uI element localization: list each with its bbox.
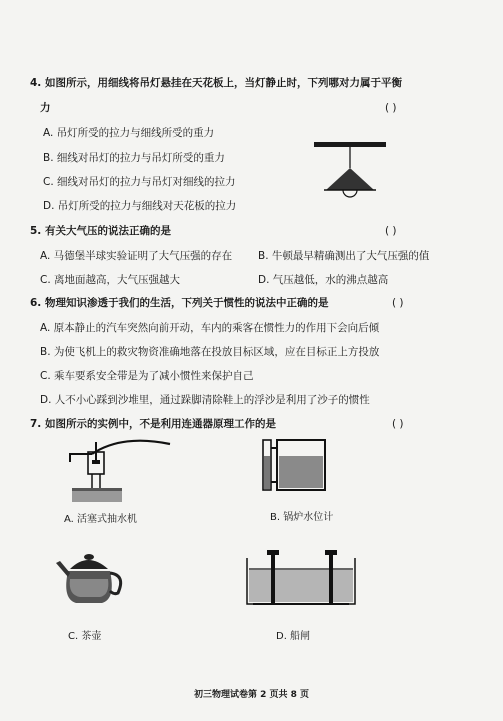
hanging-lamp-figure <box>312 138 388 208</box>
q6-answer-paren: ( ) <box>392 297 404 309</box>
q4-option-c: C. 细线对吊灯的拉力与吊灯对细线的拉力 <box>43 176 236 188</box>
page-footer: 初三物理试卷第 2 页共 8 页 <box>193 690 310 700</box>
boiler-gauge-figure <box>255 434 327 496</box>
q7-caption-b: B. 锅炉水位计 <box>270 512 334 523</box>
q4-stem-line1: 4. 如图所示，用细线将吊灯悬挂在天花板上，当灯静止时，下列哪对力属于平衡 <box>30 77 402 89</box>
q6-option-c: C. 乘车要系安全带是为了减小惯性来保护自己 <box>40 370 254 382</box>
teapot-figure <box>52 545 132 607</box>
piston-pump-figure <box>62 432 182 504</box>
q5-stem: 5. 有关大气压的说法正确的是 <box>30 225 171 237</box>
q7-answer-paren: ( ) <box>392 418 404 430</box>
q5-option-a: A. 马德堡半球实验证明了大气压强的存在 <box>40 250 233 262</box>
q7-caption-d: D. 船闸 <box>276 631 311 642</box>
q6-option-d: D. 人不小心踩到沙堆里，通过跺脚清除鞋上的浮沙是利用了沙子的惯性 <box>40 394 370 406</box>
q5-option-d: D. 气压越低，水的沸点越高 <box>258 274 389 286</box>
q4-option-b: B. 细线对吊灯的拉力与吊灯所受的重力 <box>43 152 225 164</box>
q6-stem: 6. 物理知识渗透于我们的生活，下列关于惯性的说法中正确的是 <box>30 297 329 309</box>
q7-caption-c: C. 茶壶 <box>68 631 102 642</box>
q4-stem-line2: 力 <box>40 102 51 114</box>
q5-option-b: B. 牛顿最早精确测出了大气压强的值 <box>258 250 430 262</box>
q4-option-a: A. 吊灯所受的拉力与细线所受的重力 <box>43 127 215 139</box>
q7-caption-a: A. 活塞式抽水机 <box>64 514 138 525</box>
q6-option-a: A. 原本静止的汽车突然向前开动，车内的乘客在惯性力的作用下会向后倾 <box>40 322 380 334</box>
q5-option-c: C. 离地面越高，大气压强越大 <box>40 274 181 286</box>
q6-option-b: B. 为使飞机上的救灾物资准确地落在投放目标区域，应在目标正上方投放 <box>40 346 380 358</box>
q4-answer-paren: ( ) <box>385 102 397 114</box>
ship-lock-figure <box>245 548 357 606</box>
q7-stem: 7. 如图所示的实例中，不是利用连通器原理工作的是 <box>30 418 276 430</box>
q5-answer-paren: ( ) <box>385 225 397 237</box>
q4-option-d: D. 吊灯所受的拉力与细线对天花板的拉力 <box>43 200 237 212</box>
